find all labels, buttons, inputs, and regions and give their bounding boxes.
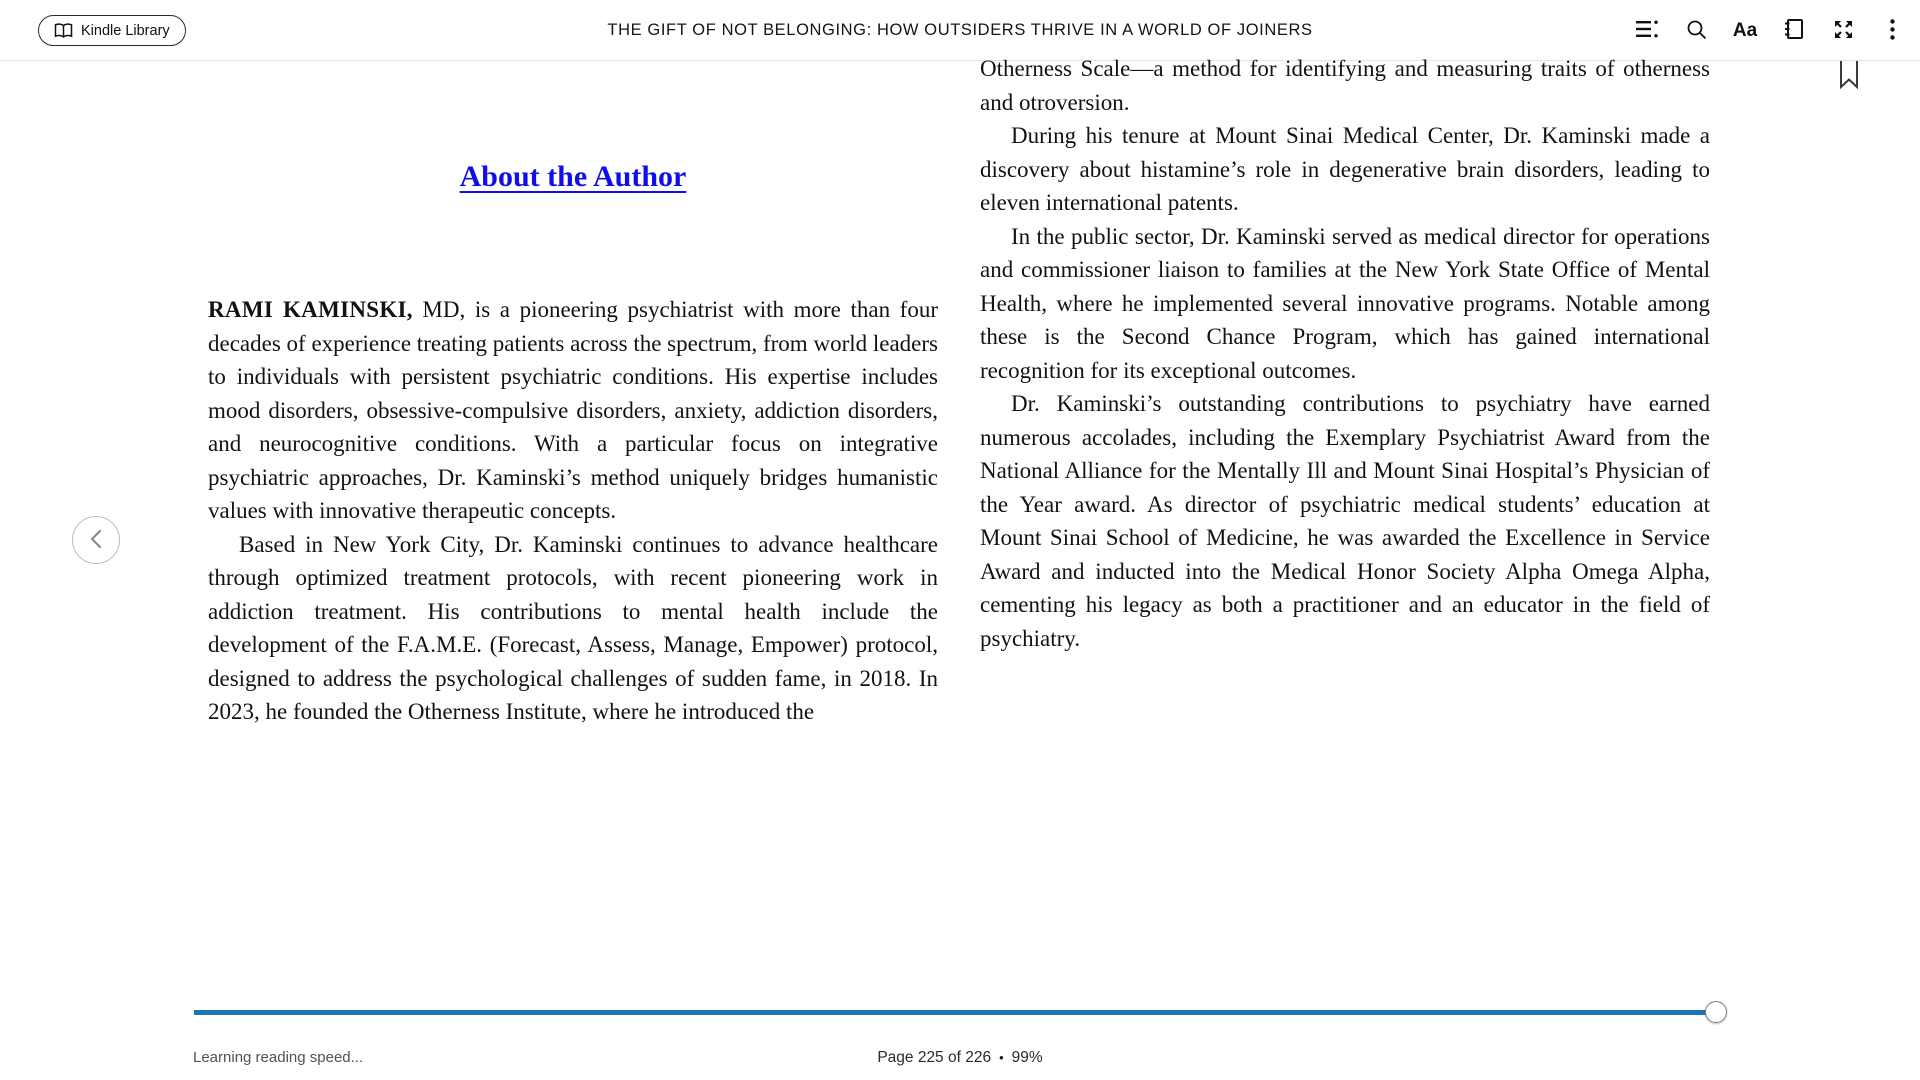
paragraph-text: MD, is a pioneering psychiatrist with more than four decades of experience treating patients across the spectrum, from world leaders to individuals with persistent psychiatric conditions. His expertise includes mood disorders, obsessive-compulsive disorders, anxiety, addiction disorders, and neurocognitive conditions. With a particular focus on integrative psychiatric approaches, Dr. Kaminski’s method uniquely bridges humanistic values with innovative therapeutic concepts. [208,297,938,523]
search-button[interactable] [1684,19,1708,43]
more-options-button[interactable] [1880,19,1904,43]
previous-page-button[interactable] [72,516,120,564]
more-options-icon [1890,19,1895,43]
paragraph [208,293,938,528]
font-settings-button[interactable] [1733,19,1757,43]
paragraph: Otherness Scale—a method for identifying and measuring traits of otherness and otroversion. [980,56,1710,115]
table-of-contents-icon [1636,19,1659,42]
chevron-left-icon [90,529,102,552]
table-of-contents-button[interactable] [1635,19,1659,43]
progress-fill [194,1010,1716,1015]
about-the-author-link[interactable]: About the Author [459,160,687,193]
kindle-library-label: Kindle Library [81,22,170,39]
author-name-lead: RAMI KAMINSKI, [208,297,413,322]
font-settings-icon: Aa [1732,19,1758,41]
right-column [980,52,1710,655]
book-title: THE GIFT OF NOT BELONGING: HOW OUTSIDERS THRIVE IN A WORLD OF JOINERS [607,21,1313,39]
paragraph: Dr. Kaminski’s outstanding contributions to psychiatry have earned numerous accolades, including the Exemplary Psychiatrist Award from the National Alliance for the Mentally Ill and Mount Sinai Hospital’s Physician of the Year award. As director of psychiatric medical students’ education at Mount Sinai School of Medicine, he was awarded the Excellence in Service Award and inducted into the Medical Honor Society Alpha Omega Alpha, cementing his legacy as both a practitioner and an educator in the field of psychiatry. [980,391,1710,651]
reading-speed-status: Learning reading speed... [193,1049,364,1066]
page-indicator [0,1049,1920,1067]
left-column [208,52,938,729]
notebook-icon [1783,18,1805,43]
about-the-author-heading [208,156,938,198]
paragraph: Based in New York City, Dr. Kaminski continues to advance healthcare through optimized treatment protocols, with recent pioneering work in addiction treatment. His contributions to mental health include the development of the F.A.M.E. (Forecast, Assess, Manage, Empower) protocol, designed to address the psychological challenges of sudden fame, in 2018. In 2023, he founded the Otherness Institute, where he introduced the [208,531,938,724]
fullscreen-icon [1833,19,1854,43]
bookmark-button[interactable] [1840,61,1858,92]
bullet-separator: • [999,1050,1004,1065]
fullscreen-button[interactable] [1831,19,1855,43]
search-icon [1686,19,1707,43]
paragraph: During his tenure at Mount Sinai Medical Center, Dr. Kaminski made a discovery about histamine’s role in degenerative brain disorders, leading to eleven international patents. [980,123,1710,215]
progress-slider-handle[interactable] [1705,1001,1727,1023]
bookmark-icon [1840,77,1858,92]
page-number-text: Page 225 of 226 [877,1049,992,1066]
notebook-button[interactable] [1782,19,1806,43]
reading-progress-slider[interactable] [194,1010,1742,1015]
paragraph: In the public sector, Dr. Kaminski served as medical director for operations and commissioner liaison to families at the New York State Office of Mental Health, where he implemented several innovative programs. Notable among these is the Second Chance Program, which has gained international recognition for its exceptional outcomes. [980,223,1710,383]
percent-read-text: 99% [1011,1049,1043,1066]
